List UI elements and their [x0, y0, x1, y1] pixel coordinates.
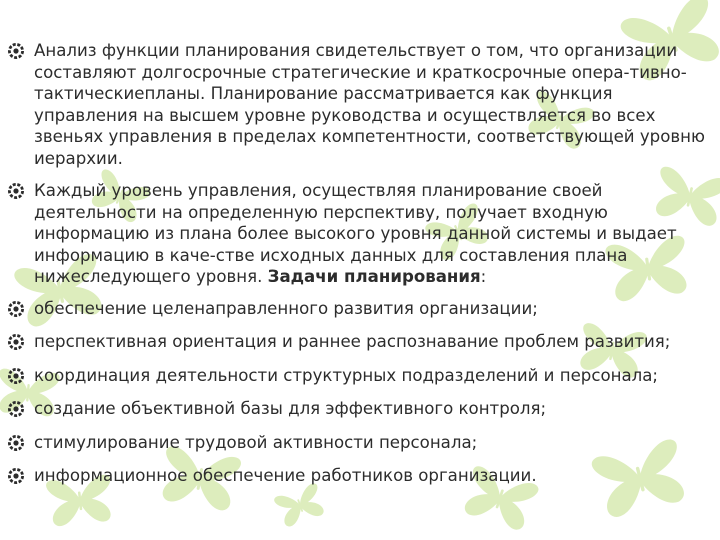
gear-bullet-icon — [8, 468, 24, 484]
slide-content — [8, 40, 716, 487]
list-item-text: Каждый уровень управления, осуществляя планирование своей деятельности на определенную перспективу, получает входную информацию из плана более высокого уровня данной системы и выдает информацию в каче-стве исходных данных для составления плана нижеследующего уровня. — [34, 181, 677, 286]
gear-bullet-icon — [8, 435, 24, 451]
gear-bullet-icon — [8, 368, 24, 384]
list-item-text: создание объективной базы для эффективного контроля; — [34, 399, 547, 418]
list-item-text: перспективная ориентация и раннее распознавание проблем развития; — [34, 332, 671, 351]
list-item — [8, 398, 716, 420]
list-item-text: обеспечение целенаправленного развития организации; — [34, 298, 538, 318]
list-item-text: стимулирование трудовой активности персонала; — [34, 432, 478, 452]
gear-bullet-icon — [8, 301, 24, 317]
list-item — [8, 432, 716, 454]
list-item — [8, 331, 716, 353]
list-item-text: информационное обеспечение работников организации. — [34, 466, 537, 485]
list-item-text-suffix: : — [480, 267, 487, 286]
list-item-text: координация деятельности структурных подразделений и персонала; — [34, 365, 658, 385]
list-item — [8, 40, 716, 169]
list-item — [8, 365, 716, 387]
list-item-text: Анализ функции планирования свидетельствует о том, что организации составляют долгосрочные стратегические и краткосрочные опера-тивно-тактическиепланы. Планирование рассматривается как функция управления на высшем уровне руководства и осуществляется во всех звеньях управления в пределах компетентности, соответствующей уровню иерархии. — [34, 41, 705, 168]
list-item — [8, 180, 716, 288]
gear-bullet-icon — [8, 43, 24, 59]
gear-bullet-icon — [8, 183, 24, 199]
list-item — [8, 465, 716, 487]
gear-bullet-icon — [8, 334, 24, 350]
list-item-bold-text: Задачи планирования — [267, 267, 481, 286]
gear-bullet-icon — [8, 401, 24, 417]
butterfly-icon — [273, 482, 327, 528]
list-item — [8, 298, 716, 320]
